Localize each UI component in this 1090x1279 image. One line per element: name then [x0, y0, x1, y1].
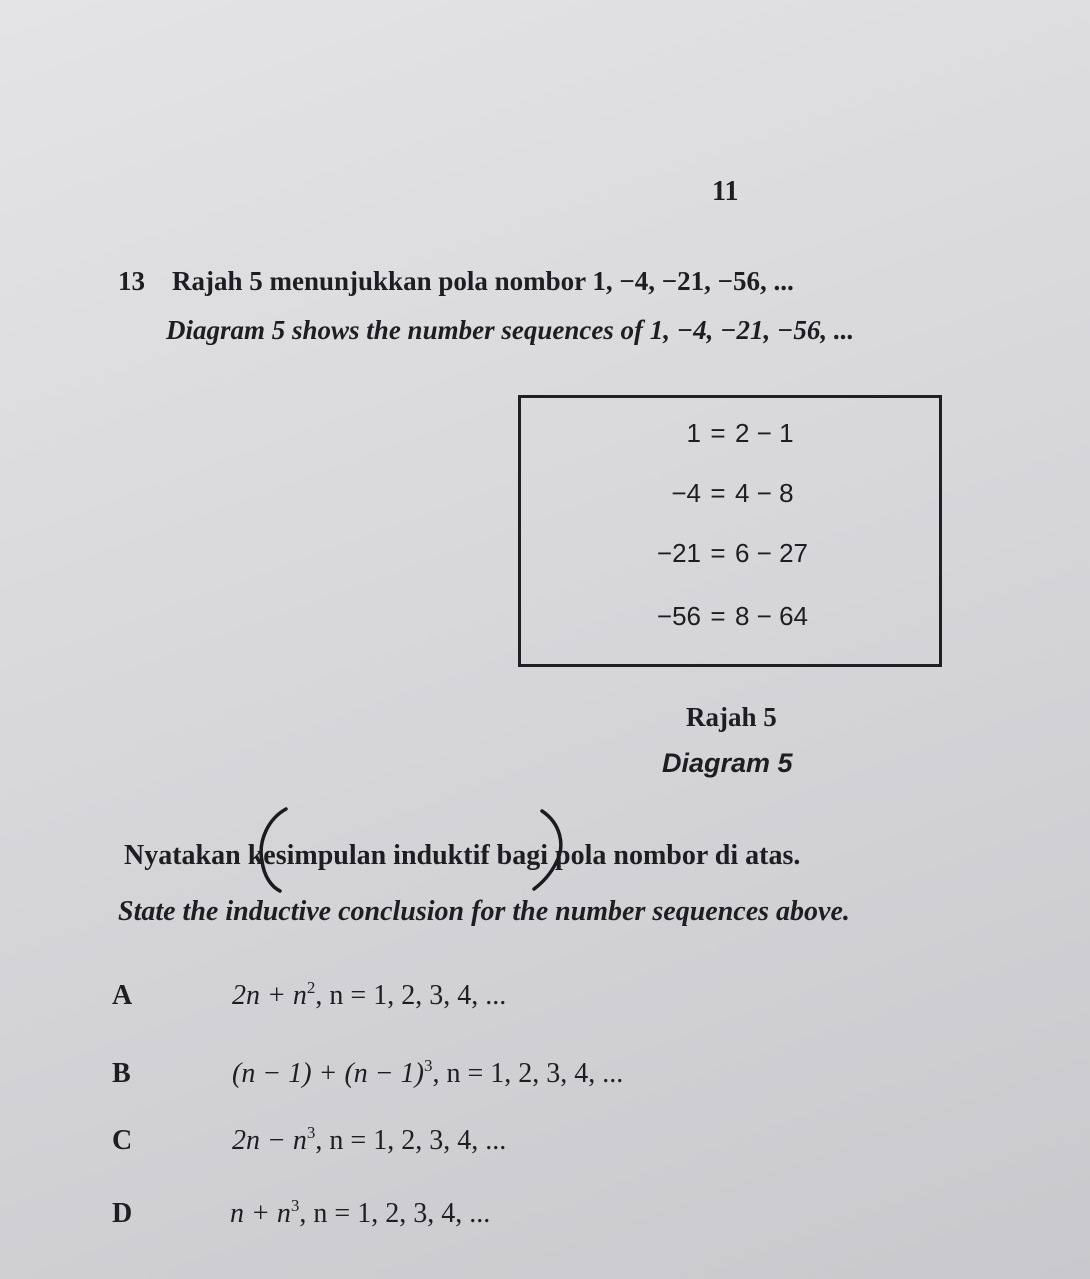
option-range: , n = 1, 2, 3, 4, ...: [432, 1058, 624, 1089]
option-expression-exponent: 3: [306, 1123, 316, 1142]
option-expression-base: (n − 1) + (n − 1): [232, 1058, 424, 1089]
option-expression-base: n + n: [230, 1198, 291, 1229]
equation-rhs: 2 − 1: [735, 418, 794, 448]
equation-lhs: −56: [656, 601, 701, 631]
equation-sign: =: [710, 538, 726, 568]
equation-rhs: 8 − 64: [735, 601, 809, 631]
equation-sign: =: [710, 478, 726, 508]
option-d[interactable]: [112, 1198, 132, 1230]
option-expression-exponent: 3: [290, 1196, 300, 1215]
option-c-expression[interactable]: [232, 1125, 506, 1157]
equation-lhs: −4: [671, 478, 701, 508]
diagram-caption-english: Diagram 5: [662, 748, 793, 778]
option-letter: B: [112, 1058, 131, 1089]
equation-lhs: −21: [656, 538, 701, 568]
equation-row: [521, 418, 945, 449]
equation-row: [521, 538, 945, 569]
option-range: , n = 1, 2, 3, 4, ...: [315, 1125, 507, 1156]
diagram-box: [518, 395, 942, 667]
option-expression-base: 2n + n: [232, 980, 307, 1011]
option-b-expression[interactable]: [232, 1058, 623, 1090]
instruction-malay: Nyatakan kesimpulan induktif bagi pola nombor di atas.: [124, 840, 801, 871]
option-c[interactable]: [112, 1125, 132, 1157]
equation-sign: =: [710, 601, 726, 631]
option-range: , n = 1, 2, 3, 4, ...: [299, 1198, 491, 1229]
option-expression-exponent: 2: [306, 978, 316, 997]
question-text-malay: Rajah 5 menunjukkan pola nombor 1, −4, −21, −56, ...: [172, 266, 794, 296]
option-expression-base: 2n − n: [232, 1125, 307, 1156]
option-d-expression[interactable]: [230, 1198, 490, 1230]
option-a-expression[interactable]: [232, 980, 506, 1012]
question-number: 13: [118, 266, 145, 296]
equation-row: [521, 601, 945, 632]
equation-rhs: 6 − 27: [735, 538, 809, 568]
option-letter: C: [112, 1125, 133, 1156]
option-range: , n = 1, 2, 3, 4, ...: [315, 980, 507, 1011]
option-a[interactable]: [112, 980, 132, 1012]
page-number: 11: [712, 176, 739, 207]
equation-lhs: 1: [686, 418, 701, 448]
option-letter: A: [112, 980, 133, 1011]
instruction-english: State the inductive conclusion for the number sequences above.: [118, 896, 850, 927]
equation-row: [521, 478, 945, 509]
equation-rhs: 4 − 8: [735, 478, 794, 508]
option-b[interactable]: [112, 1058, 131, 1090]
equation-sign: =: [710, 418, 726, 448]
option-expression-exponent: 3: [423, 1056, 433, 1075]
option-letter: D: [112, 1198, 133, 1229]
question-text-english: Diagram 5 shows the number sequences of 1, −4, −21, −56, ...: [166, 315, 855, 345]
diagram-caption-malay: Rajah 5: [686, 702, 777, 732]
